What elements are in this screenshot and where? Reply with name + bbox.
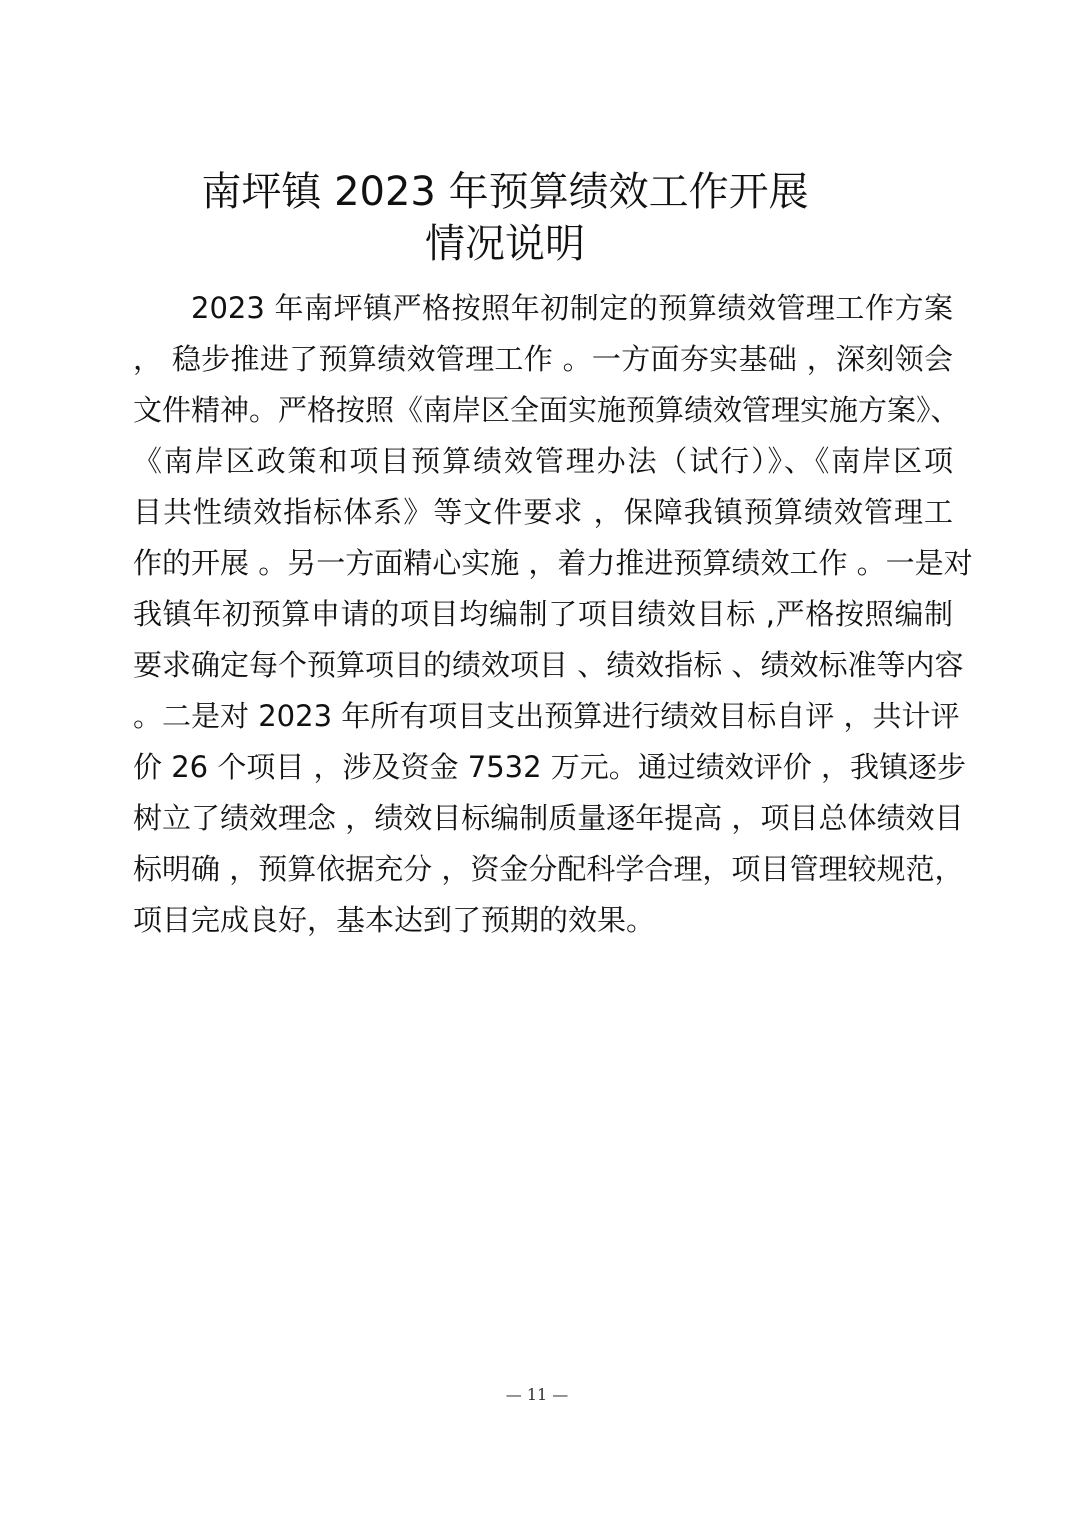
paragraph-line: 项目完成良好，基本达到了预期的效果。 [133, 903, 656, 937]
paragraph-line: 目共性绩效指标体系》等文件要求 ，保障我镇预算绩效管理工 [133, 495, 953, 529]
paragraph-line: 树立了绩效理念 ，绩效目标编制质量逐年提高 ，项目总体绩效目 [133, 801, 964, 835]
paragraph-line: 我镇年初预算申请的项目均编制了项目绩效目标 ,严格按照编制 [133, 597, 953, 631]
paragraph-line: 。二是对 2023 年所有项目支出预算进行绩效目标自评 ，共计评 [133, 699, 960, 733]
paragraph-line: ， 稳步推进了预算绩效管理工作 。一方面夯实基础 ，深刻领会 [133, 342, 953, 376]
paragraph-line: 文件精神。严格按照《南岸区全面实施预算绩效管理实施方案》、 [133, 393, 960, 427]
document-title-line-2: 情况说明 [425, 221, 585, 267]
paragraph-line: 价 26 个项目 ，涉及资金 7532 万元。通过绩效评价 ，我镇逐步 [133, 750, 967, 784]
paragraph-line: 作的开展 。另一方面精心实施 ，着力推进预算绩效工作 。一是对 [133, 546, 973, 580]
body-paragraph [133, 283, 973, 946]
paragraph-line: 《南岸区政策和项目预算绩效管理办法（试行）》、《南岸区项 [133, 444, 953, 478]
paragraph-line: 2023 年南坪镇严格按照年初制定的预算绩效管理工作方案 [191, 291, 953, 325]
paragraph-line: 标明确 ，预算依据充分 ，资金分配科学合理，项目管理较规范， [133, 852, 964, 886]
page-number: — 11 — [505, 1385, 569, 1404]
paragraph-line: 要求确定每个预算项目的绩效项目 、绩效指标 、绩效标准等内容 [133, 648, 964, 682]
document-title-line-1: 南坪镇 2023 年预算绩效工作开展 [201, 169, 809, 215]
